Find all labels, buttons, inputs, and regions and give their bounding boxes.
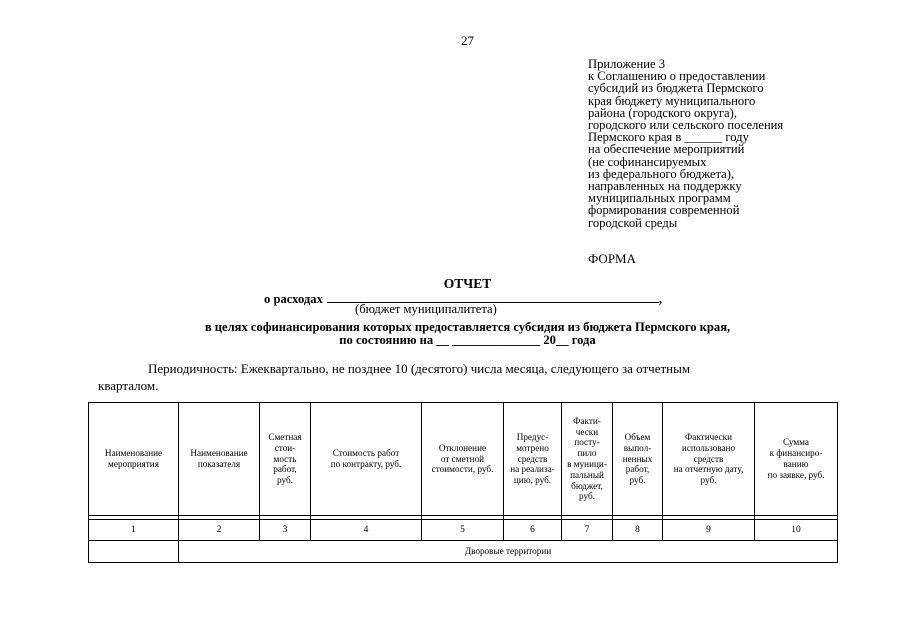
appendix-line: к Соглашению о предоставлении: [588, 69, 766, 84]
column-header: [260, 403, 311, 516]
section-title: Дворовые территории: [179, 541, 838, 563]
column-header: [422, 403, 504, 516]
column-number: 3: [260, 520, 311, 541]
column-number: 6: [504, 520, 562, 541]
column-number: 5: [422, 520, 504, 541]
column-number-row: [89, 520, 838, 541]
header-row: [89, 403, 838, 516]
state-date-line: по состоянию на __ ______________ 20__ года: [339, 333, 596, 347]
column-number: 10: [755, 520, 838, 541]
column-header-text: Сметная стои- мость работ, руб.: [268, 432, 302, 486]
periodicity-text: Периодичность: Ежеквартально, не позднее 10 (десятого) числа месяца, следующего за отчетным: [148, 361, 691, 376]
column-header-text: Наименование мероприятия: [104, 448, 163, 469]
appendix-line: Приложение 3: [588, 57, 666, 71]
column-header-text: Предус- мотрено средств на реализа- цию, руб.: [510, 432, 555, 486]
column-header-text: Стоимость работ по контракту, руб.: [330, 448, 402, 469]
periodicity-text-continued: кварталом.: [98, 378, 159, 393]
appendix-line: края бюджету муниципального: [588, 93, 756, 108]
appendix-line: формирования современной: [588, 203, 740, 218]
form-label: ФОРМА: [588, 251, 636, 266]
column-header-text: Отклонение от сметной стоимости, руб.: [431, 442, 494, 475]
appendix-line: Пермского края в ______ году: [588, 130, 749, 145]
column-header: [562, 403, 613, 516]
section-row: [89, 541, 838, 563]
column-header-text: Факти- чески посту- пило в муници- пальный бюджет, руб.: [567, 415, 607, 502]
expenses-tail: ,: [658, 292, 663, 306]
column-header: [755, 403, 838, 516]
column-number: 4: [311, 520, 422, 541]
column-header: [311, 403, 422, 516]
column-header-text: Фактически использовано средств на отчетную дату, руб.: [673, 432, 744, 486]
column-header-text: Наименование показателя: [190, 448, 248, 469]
appendix-line: городского или сельского поселения: [588, 118, 784, 133]
purpose-line: в целях софинансирования которых предоставляется субсидия из бюджета Пермского края,: [204, 320, 731, 334]
column-number: 7: [562, 520, 613, 541]
appendix-line: направленных на поддержку: [588, 179, 742, 194]
column-header: [504, 403, 562, 516]
column-header: [179, 403, 260, 516]
report-table: [88, 402, 838, 563]
expenses-label: о расходах: [264, 292, 323, 306]
table-cell: [89, 541, 179, 563]
column-header-text: Сумма к финансиро- ванию по заявке, руб.: [767, 437, 825, 480]
appendix-line: на обеспечение мероприятий: [588, 142, 745, 157]
column-header: [89, 403, 179, 516]
column-header: [613, 403, 663, 516]
appendix-block: [588, 58, 888, 229]
appendix-line: субсидий из бюджета Пермского: [588, 81, 764, 96]
column-header: [663, 403, 755, 516]
column-number: 8: [613, 520, 663, 541]
appendix-line: муниципальных программ: [588, 191, 731, 206]
column-number: 2: [179, 520, 260, 541]
column-header-text: Объем выпол- ненных работ, руб.: [622, 432, 653, 486]
page-number: 27: [461, 33, 474, 48]
column-number: 1: [89, 520, 179, 541]
appendix-line: из федерального бюджета),: [588, 166, 735, 181]
budget-caption: (бюджет муниципалитета): [355, 302, 497, 316]
report-title: ОТЧЕТ: [443, 276, 492, 291]
appendix-line: городской среды: [588, 215, 678, 230]
appendix-line: (не софинансируемых: [588, 154, 707, 169]
column-number: 9: [663, 520, 755, 541]
appendix-line: района (городского округа),: [588, 105, 737, 120]
